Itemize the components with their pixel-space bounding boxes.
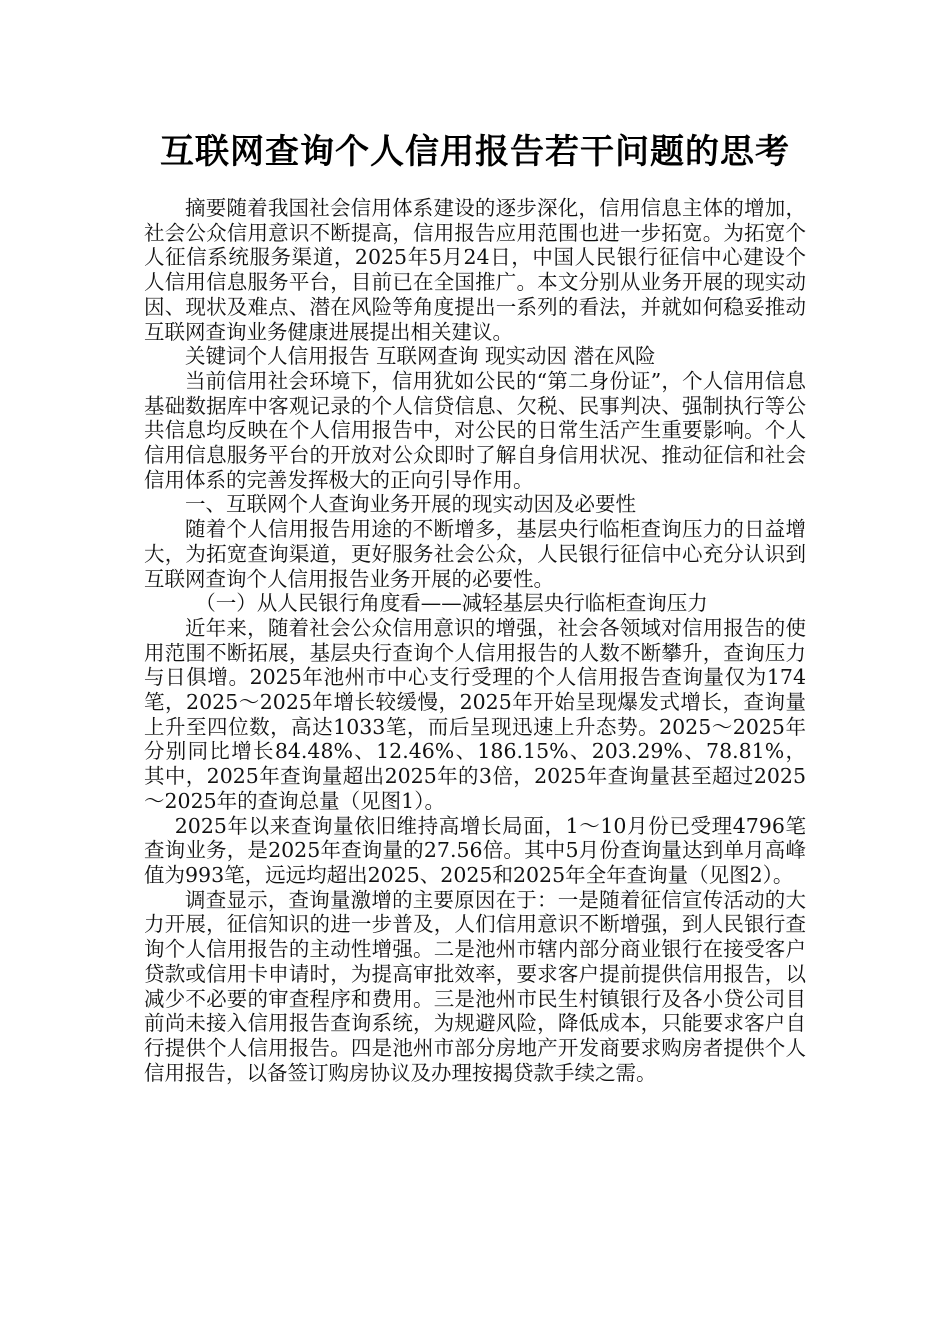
- document-body: [144, 196, 806, 1085]
- section-heading: 一、互联网个人查询业务开展的现实动因及必要性: [185, 492, 636, 517]
- subsection-heading: （一）从人民银行角度看——减轻基层央行临柜查询压力: [195, 591, 708, 616]
- body-paragraph: 近年来，随着社会公众信用意识的增强，社会各领域对信用报告的使用范围不断拓展，基层央行查询个人信用报告的人数不断攀升，查询压力与日俱增。2025年池州市中心支行受理的个人信用报告查询量仅为174笔，2025～2025年增长较缓慢，2025年开始呈现爆发式增长，查询量上升至四位数，高达1033笔，而后呈现迅速上升态势。2025～2025年分别同比增长84.48%、12.46%、186.15%、203.29%、78.81%，其中，2025年查询量超出2025年的3倍，2025年查询量甚至超过2025～2025年的查询总量（见图1）。: [144, 615, 806, 813]
- body-paragraph: 调查显示，查询量激增的主要原因在于：一是随着征信宣传活动的大力开展，征信知识的进一步普及，人们信用意识不断增强，到人民银行查询个人信用报告的主动性增强。二是池州市辖内部分商业银行在接受客户贷款或信用卡申请时，为提高审批效率，要求客户提前提供信用报告，以减少不必要的审查程序和费用。三是池州市民生村镇银行及各小贷公司目前尚未接入信用报告查询系统，为规避风险，降低成本，只能要求客户自行提供个人信用报告。四是池州市部分房地产开发商要求购房者提供个人信用报告，以备签订购房协议及办理按揭贷款手续之需。: [144, 887, 806, 1085]
- body-paragraph: 随着个人信用报告用途的不断增多，基层央行临柜查询压力的日益增大，为拓宽查询渠道，更好服务社会公众，人民银行征信中心充分认识到互联网查询个人信用报告业务开展的必要性。: [144, 517, 806, 591]
- abstract-paragraph: 摘要随着我国社会信用体系建设的逐步深化，信用信息主体的增加，社会公众信用意识不断提高，信用报告应用范围也进一步拓宽。为拓宽个人征信系统服务渠道，2025年5月24日，中国人民银行征信中心建设个人信用信息服务平台，目前已在全国推广。本文分别从业务开展的现实动因、现状及难点、潜在风险等角度提出一系列的看法，并就如何稳妥推动互联网查询业务健康进展提出相关建议。: [144, 196, 806, 344]
- document-title: 互联网查询个人信用报告若干问题的思考: [160, 132, 790, 172]
- body-paragraph: 2025年以来查询量依旧维持高增长局面，1～10月份已受理4796笔查询业务，是2025年查询量的27.56倍。其中5月份查询量达到单月高峰值为993笔，远远均超出2025、2025和2025年全年查询量（见图2）。: [144, 813, 806, 887]
- keywords-paragraph: 关键词个人信用报告 互联网查询 现实动因 潜在风险: [185, 344, 656, 369]
- intro-paragraph: 当前信用社会环境下，信用犹如公民的“第二身份证”，个人信用信息基础数据库中客观记录的个人信贷信息、欠税、民事判决、强制执行等公共信息均反映在个人信用报告中，对公民的日常生活产生重要影响。个人信用信息服务平台的开放对公众即时了解自身信用状况、推动征信和社会信用体系的完善发挥极大的正向引导作用。: [144, 368, 806, 492]
